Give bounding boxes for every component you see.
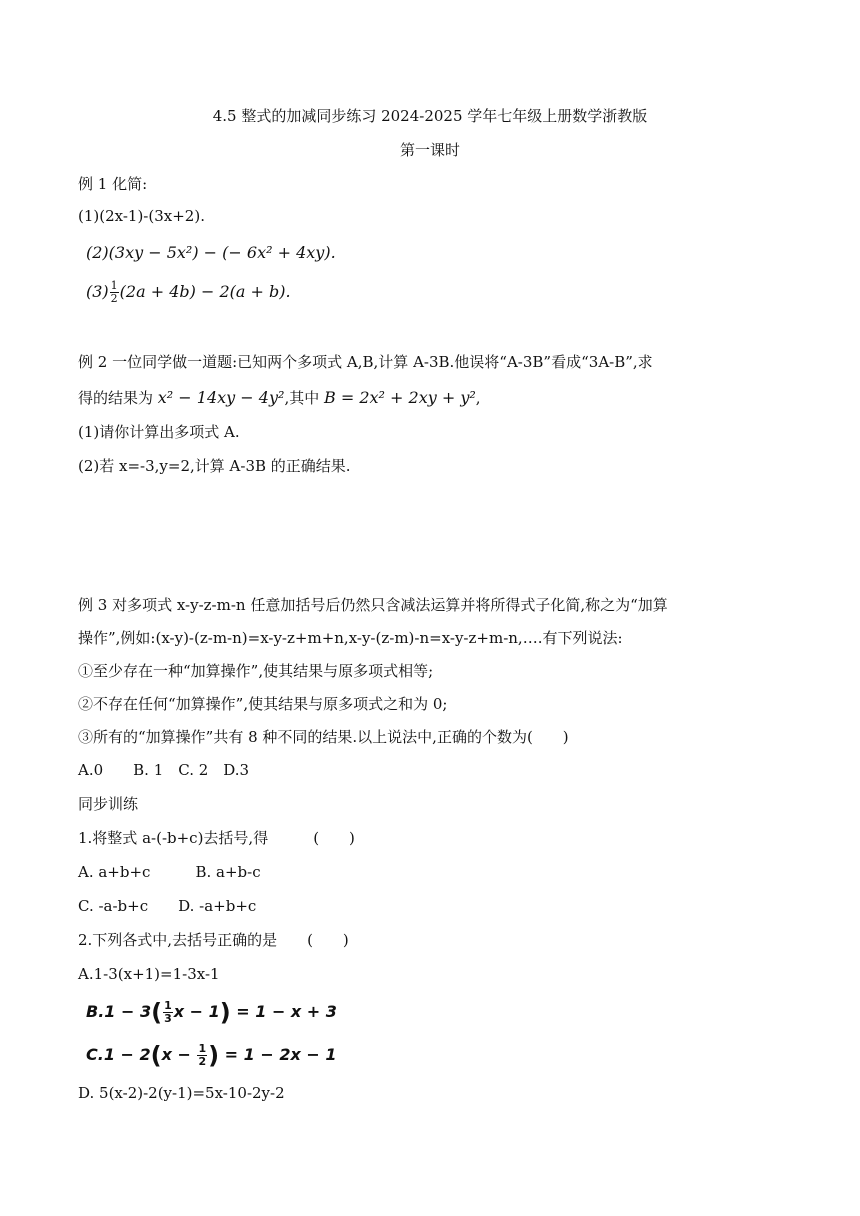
practice-heading: 同步训练 — [78, 795, 139, 813]
example1-part3-rest: (2a + 4b) − 2(a + b). — [119, 282, 291, 301]
option-c-result: = 1 − 2x − 1 — [219, 1045, 337, 1064]
example3-line1: 例 3 对多项式 x-y-z-m-n 任意加括号后仍然只含减法运算并将所得式子化简,称之为“加算 — [78, 596, 668, 614]
example2-question2: (2)若 x=-3,y=2,计算 A-3B 的正确结果. — [78, 457, 351, 475]
example2-b-expr: B = 2x² + 2xy + y² — [323, 388, 476, 407]
example1-part3-prefix: (3) — [86, 282, 109, 301]
example3-options: A.0 B. 1 C. 2 D.3 — [78, 761, 250, 779]
fraction-third — [163, 1000, 173, 1025]
practice-question1-options-ab: A. a+b+c B. a+b-c — [78, 863, 261, 881]
practice-question1-options-cd: C. -a-b+c D. -a+b+c — [78, 897, 257, 915]
practice-question2-option-b: B.1 − 3( $\frac{1}{3}$ x − 1) = 1 − x + 3 — [86, 998, 337, 1027]
example1-part3 — [86, 280, 291, 305]
example3-line2: 操作”,例如:(x-y)-(z-m-n)=x-y-z+m+n,x-y-(z-m)-n=x-y-z+m-n,….有下列说法: — [78, 629, 623, 647]
practice-question2: 2.下列各式中,去括号正确的是 ( ) — [78, 931, 349, 949]
example1-label: 例 1 化简: — [78, 175, 148, 193]
fraction-numerator: 1 — [198, 1042, 207, 1055]
example2-text: 得的结果为 — [78, 389, 158, 407]
practice-question2-option-c: C.1 − 2(x − $\frac{1}{2}$ ) = 1 − 2x − 1 — [86, 1041, 337, 1070]
example1-part2: (2)(3xy − 5x²) − (− 6x² + 4xy). — [86, 243, 336, 262]
fraction-numerator: 1 — [110, 279, 118, 292]
option-c-inner: x − — [161, 1045, 197, 1064]
fraction-half — [110, 280, 119, 305]
practice-question2-option-d: D. 5(x-2)-2(y-1)=5x-10-2y-2 — [78, 1084, 285, 1102]
example2-end: , — [475, 389, 481, 407]
option-b-prefix: B.1 − 3 — [86, 1002, 152, 1021]
example2-line2 — [78, 388, 481, 408]
practice-question2-option-a: A.1-3(x+1)=1-3x-1 — [78, 965, 220, 983]
example3-statement3: ③所有的“加算操作”共有 8 种不同的结果.以上说法中,正确的个数为( ) — [78, 728, 569, 746]
example3-statement1: ①至少存在一种“加算操作”,使其结果与原多项式相等; — [78, 662, 434, 680]
document-title: 4.5 整式的加减同步练习 2024-2025 学年七年级上册数学浙教版 — [212, 107, 648, 125]
example2-line1: 例 2 一位同学做一道题:已知两个多项式 A,B,计算 A-3B.他误将“A-3B”看成“3A-B”,求 — [78, 353, 653, 371]
example3-statement2: ②不存在任何“加算操作”,使其结果与原多项式之和为 0; — [78, 695, 448, 713]
option-b-result: = 1 − x + 3 — [230, 1002, 337, 1021]
fraction-denominator: 3 — [164, 1012, 172, 1025]
option-c-prefix: C.1 − 2 — [86, 1045, 151, 1064]
example2-mid: ,其中 — [284, 389, 324, 407]
practice-question1: 1.将整式 a-(-b+c)去括号,得 ( ) — [78, 829, 355, 847]
fraction-denominator: 2 — [198, 1055, 207, 1068]
fraction-numerator: 1 — [164, 999, 172, 1012]
fraction-half — [197, 1043, 207, 1068]
option-b-inner: x − 1 — [173, 1002, 220, 1021]
document-subtitle: 第一课时 — [399, 141, 460, 159]
example2-question1: (1)请你计算出多项式 A. — [78, 423, 240, 441]
example1-part1: (1)(2x-1)-(3x+2). — [78, 207, 205, 225]
fraction-denominator: 2 — [110, 292, 118, 305]
example2-result-expr: x² − 14xy − 4y² — [157, 388, 285, 407]
